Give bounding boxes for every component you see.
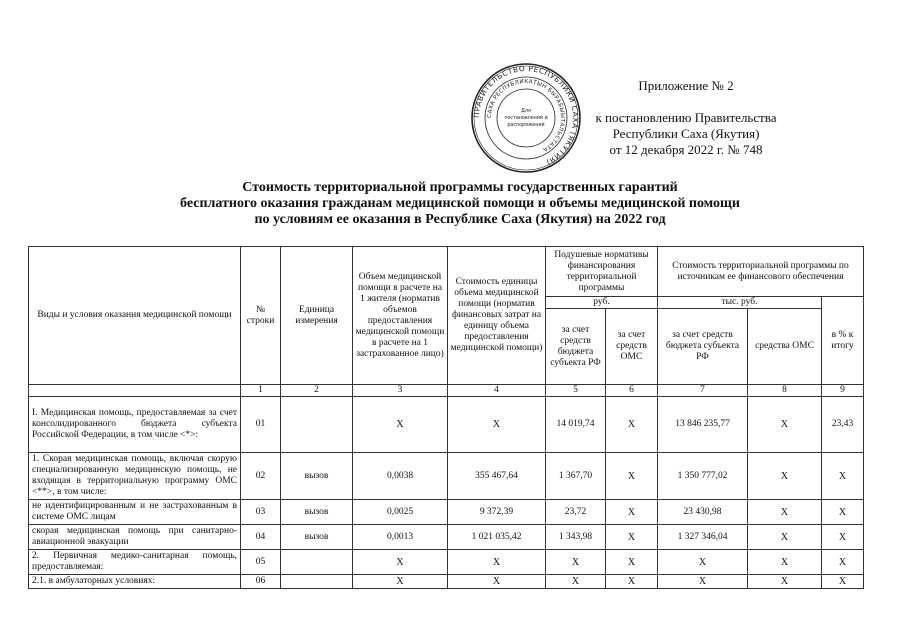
- row-percap-budget: 23,72: [546, 500, 606, 525]
- row-percent: 23,43: [822, 397, 864, 453]
- program-cost-table: [28, 246, 864, 589]
- table-row: [29, 453, 864, 500]
- table-row: [29, 397, 864, 453]
- header-row-1: [29, 247, 864, 297]
- row-total-budget: 23 430,98: [658, 500, 748, 525]
- row-unit: [281, 397, 353, 453]
- column-number: 7: [658, 385, 748, 397]
- header-volume: Объем медицинской помощи в расчете на 1 жителя (норматив объемов предоставления медицинской помощи в расчете на 1 застрахованное лицо): [353, 247, 448, 385]
- row-volume: X: [353, 575, 448, 589]
- column-number-empty: [29, 385, 241, 397]
- header-row-number: № строки: [241, 247, 281, 385]
- row-unit: вызов: [281, 500, 353, 525]
- column-number: 8: [748, 385, 822, 397]
- row-percap-budget: 14 019,74: [546, 397, 606, 453]
- row-volume: 0,0038: [353, 453, 448, 500]
- row-total-oms: X: [748, 525, 822, 550]
- row-unit-cost: X: [448, 550, 546, 575]
- row-total-oms: X: [748, 575, 822, 589]
- header-percap-oms: за счет средств ОМС: [606, 309, 658, 385]
- row-percap-oms: X: [606, 575, 658, 589]
- row-percap-budget: X: [546, 575, 606, 589]
- column-number: 6: [606, 385, 658, 397]
- svg-text:ПРАВИТЕЛЬСТВО РЕСПУБЛИКИ САХА: ПРАВИТЕЛЬСТВО РЕСПУБЛИКИ САХА (ЯКУТИЯ): [471, 63, 581, 168]
- row-total-budget: 1 327 346,04: [658, 525, 748, 550]
- header-unit-rub: руб.: [546, 297, 658, 309]
- row-percap-budget: X: [546, 550, 606, 575]
- row-total-oms: X: [748, 500, 822, 525]
- header-cost-group: Стоимость территориальной программы по источникам ее финансового обеспечения: [658, 247, 864, 297]
- row-total-oms: X: [748, 397, 822, 453]
- row-volume: 0,0025: [353, 500, 448, 525]
- header-percap-budget: за счет средств бюджета субъекта РФ: [546, 309, 606, 385]
- column-number-row: [29, 385, 864, 397]
- row-number: 04: [241, 525, 281, 550]
- row-number: 05: [241, 550, 281, 575]
- svg-text:САХА РЕСПУБЛИКАТЫН БЫРАБЫЫТАЛЬ: САХА РЕСПУБЛИКАТЫН БЫРАБЫЫТАЛЬСТАТА: [486, 78, 566, 153]
- row-total-budget: 13 846 235,77: [658, 397, 748, 453]
- svg-text:постановлений и: постановлений и: [504, 116, 548, 121]
- appendix-republic: Республики Саха (Якутия): [612, 126, 760, 141]
- column-number: 2: [281, 385, 353, 397]
- title-line-3: по условиям ее оказания в Республике Саха (Якутия) на 2022 год: [254, 212, 666, 227]
- header-total-oms: средства ОМС: [748, 309, 822, 385]
- row-percap-budget: 1 343,98: [546, 525, 606, 550]
- row-unit: вызов: [281, 525, 353, 550]
- appendix-number: Приложение № 2: [638, 78, 734, 93]
- table-row: [29, 575, 864, 589]
- title-line-1: Стоимость территориальной программы государственных гарантий: [242, 180, 678, 195]
- row-percent: X: [822, 500, 864, 525]
- row-name: 2. Первичная медико-санитарная помощь, предоставляемая:: [29, 550, 241, 575]
- svg-text:Для: Для: [521, 109, 531, 114]
- row-percap-oms: X: [606, 500, 658, 525]
- row-name: I. Медицинская помощь, предоставляемая за счет консолидированного бюджета субъекта Российской Федерации, в том числе <*>:: [29, 397, 241, 453]
- row-unit: вызов: [281, 453, 353, 500]
- header-type: Виды и условия оказания медицинской помощи: [29, 247, 241, 385]
- row-percent: X: [822, 453, 864, 500]
- title-line-2: бесплатного оказания гражданам медицинской помощи и объемы медицинской помощи: [180, 196, 740, 211]
- header-percent: в % к итогу: [822, 297, 864, 385]
- table-row: [29, 500, 864, 525]
- column-number: 5: [546, 385, 606, 397]
- row-total-budget: X: [658, 550, 748, 575]
- official-seal: [470, 62, 582, 174]
- row-name: 1. Скорая медицинская помощь, включая скорую специализированную медицинскую помощь, не входящая в территориальную программу ОМС <**>, в том числе:: [29, 453, 241, 500]
- header-unit-cost: Стоимость единицы объема медицинской помощи (норматив финансовых затрат на единицу объема предоставления медицинской помощи): [448, 247, 546, 385]
- appendix-block: [586, 78, 786, 158]
- row-unit-cost: 355 467,64: [448, 453, 546, 500]
- row-total-budget: 1 350 777,02: [658, 453, 748, 500]
- header-total-budget: за счет средств бюджета субъекта РФ: [658, 309, 748, 385]
- row-volume: X: [353, 397, 448, 453]
- row-volume: X: [353, 550, 448, 575]
- column-number: 1: [241, 385, 281, 397]
- appendix-date: от 12 декабря 2022 г. № 748: [609, 142, 763, 157]
- row-total-oms: X: [748, 550, 822, 575]
- row-number: 06: [241, 575, 281, 589]
- row-name: скорая медицинская помощь при санитарно-авиационной эвакуации: [29, 525, 241, 550]
- header-unit-thousand: тыс. руб.: [658, 297, 822, 309]
- row-unit-cost: 9 372,39: [448, 500, 546, 525]
- column-number: 3: [353, 385, 448, 397]
- row-total-oms: X: [748, 453, 822, 500]
- header-percapita-group: Подушевые нормативы финансирования территориальной программы: [546, 247, 658, 297]
- row-number: 03: [241, 500, 281, 525]
- row-unit-cost: X: [448, 397, 546, 453]
- row-percap-oms: X: [606, 550, 658, 575]
- row-percap-oms: X: [606, 453, 658, 500]
- row-number: 02: [241, 453, 281, 500]
- table-row: [29, 550, 864, 575]
- row-unit: [281, 550, 353, 575]
- row-name: 2.1. в амбулаторных условиях:: [29, 575, 241, 589]
- row-percent: X: [822, 525, 864, 550]
- table-row: [29, 525, 864, 550]
- row-unit-cost: 1 021 035,42: [448, 525, 546, 550]
- svg-text:распоряжений: распоряжений: [507, 123, 545, 128]
- row-percap-budget: 1 367,70: [546, 453, 606, 500]
- column-number: 4: [448, 385, 546, 397]
- row-percap-oms: X: [606, 397, 658, 453]
- row-percent: X: [822, 575, 864, 589]
- row-unit-cost: X: [448, 575, 546, 589]
- row-total-budget: X: [658, 575, 748, 589]
- appendix-decree: к постановлению Правительства: [595, 110, 777, 125]
- row-name: не идентифицированным и не застрахованным в системе ОМС лицам: [29, 500, 241, 525]
- column-number: 9: [822, 385, 864, 397]
- row-number: 01: [241, 397, 281, 453]
- row-volume: 0,0013: [353, 525, 448, 550]
- document-title: [60, 180, 860, 228]
- header-unit: Единица измерения: [281, 247, 353, 385]
- row-percent: X: [822, 550, 864, 575]
- row-percap-oms: X: [606, 525, 658, 550]
- row-unit: [281, 575, 353, 589]
